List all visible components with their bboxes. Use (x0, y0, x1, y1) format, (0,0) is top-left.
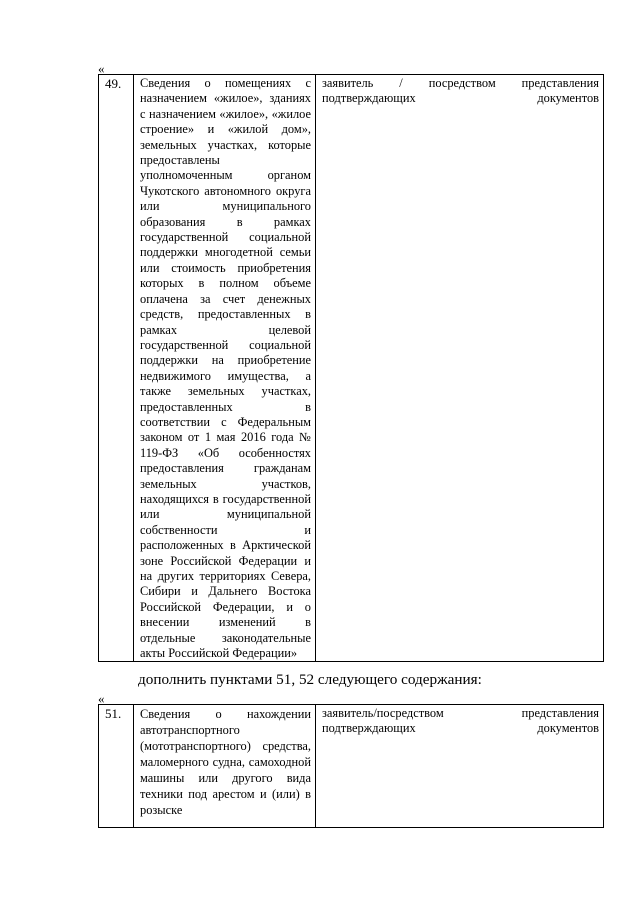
description-cell (134, 705, 316, 828)
row-description: Сведения о нахождении автотранспортного (мототранспортного) средства, маломерного судна, самоходной машины или другого вида техники под арестом и (или) в розыске (140, 707, 311, 817)
row-number: 51. (105, 706, 122, 721)
row-number-cell (99, 705, 134, 828)
opening-quote-1: « (98, 61, 105, 76)
row-number-cell (99, 75, 134, 662)
description-cell (134, 75, 316, 662)
table-row (99, 705, 604, 828)
table-row (99, 75, 604, 662)
source-cell (316, 75, 604, 662)
row-number: 49. (105, 76, 122, 91)
row-source: заявитель / посредством представления подтверждающих документов (322, 76, 599, 105)
table-item-49 (98, 74, 604, 662)
source-cell (316, 705, 604, 828)
opening-quote-2: « (98, 691, 105, 706)
intro-paragraph: дополнить пунктами 51, 52 следующего содержания: (138, 671, 482, 688)
table-item-51 (98, 704, 604, 828)
row-source: заявитель/посредством представления подтверждающих документов (322, 706, 599, 735)
row-description: Сведения о помещениях с назначением «жилое», зданиях с назначением «жилое», «жилое строение» и «жилой дом», земельных участках, которые предоставлены уполномоченным органом Чукотского автономного округа или муниципального образования в рамках государственной социальной поддержки многодетной семьи или стоимость приобретения которых в полном объеме оплачена за счет денежных средств, предоставленных в рамках целевой государственной социальной поддержки на приобретение недвижимого имущества, а также земельных участках, предоставленных в соответствии с Федеральным законом от 1 мая 2016 года № 119-ФЗ «Об особенностях предоставления гражданам земельных участков, находящихся в государственной или муниципальной собственности и расположенных в Арктической зоне Российской Федерации и на других территориях Севера, Сибири и Дальнего Востока Российской Федерации, и о внесении изменений в отдельные законодательные акты Российской Федерации» (140, 76, 311, 661)
